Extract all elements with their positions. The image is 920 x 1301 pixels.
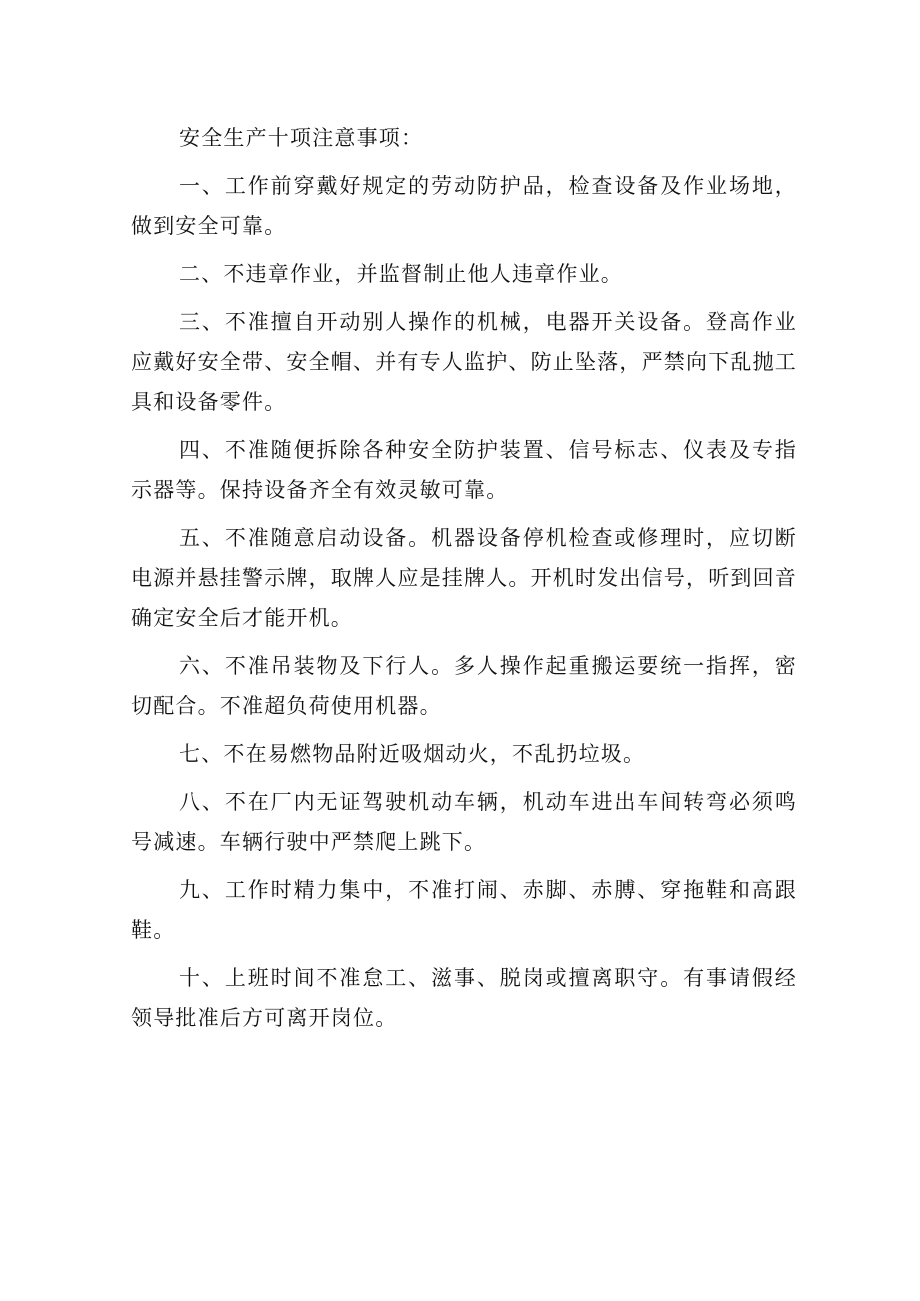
rule-item-5: 五、不准随意启动设备。机器设备停机检查或修理时，应切断电源并悬挂警示牌，取牌人应是挂牌人。开机时发出信号，听到回音确定安全后才能开机。	[131, 526, 797, 630]
rule-item-6: 六、不准吊装物及下行人。多人操作起重搬运要统一指挥，密切配合。不准超负荷使用机器。	[131, 654, 797, 718]
document-heading: 安全生产十项注意事项：	[179, 126, 424, 150]
rule-item-4: 四、不准随便拆除各种安全防护装置、信号标志、仪表及专指示器等。保持设备齐全有效灵敏可靠。	[131, 438, 797, 502]
rule-item-2: 二、不违章作业，并监督制止他人违章作业。	[179, 262, 623, 286]
rule-item-7: 七、不在易燃物品附近吸烟动火，不乱扔垃圾。	[179, 742, 646, 766]
rule-item-10: 十、上班时间不准怠工、滋事、脱岗或擅离职守。有事请假经领导批准后方可离开岗位。	[131, 966, 797, 1030]
rule-item-3: 三、不准擅自开动别人操作的机械，电器开关设备。登高作业应戴好安全带、安全帽、并有专人监护、防止坠落，严禁向下乱抛工具和设备零件。	[131, 310, 797, 414]
document-body	[131, 118, 797, 1046]
rule-item-8: 八、不在厂内无证驾驶机动车辆，机动车进出车间转弯必须鸣号减速。车辆行驶中严禁爬上跳下。	[131, 790, 797, 854]
rule-item-9: 九、工作时精力集中，不准打闹、赤脚、赤膊、穿拖鞋和高跟鞋。	[131, 878, 797, 942]
rule-item-1: 一、工作前穿戴好规定的劳动防护品，检查设备及作业场地，做到安全可靠。	[131, 174, 797, 238]
